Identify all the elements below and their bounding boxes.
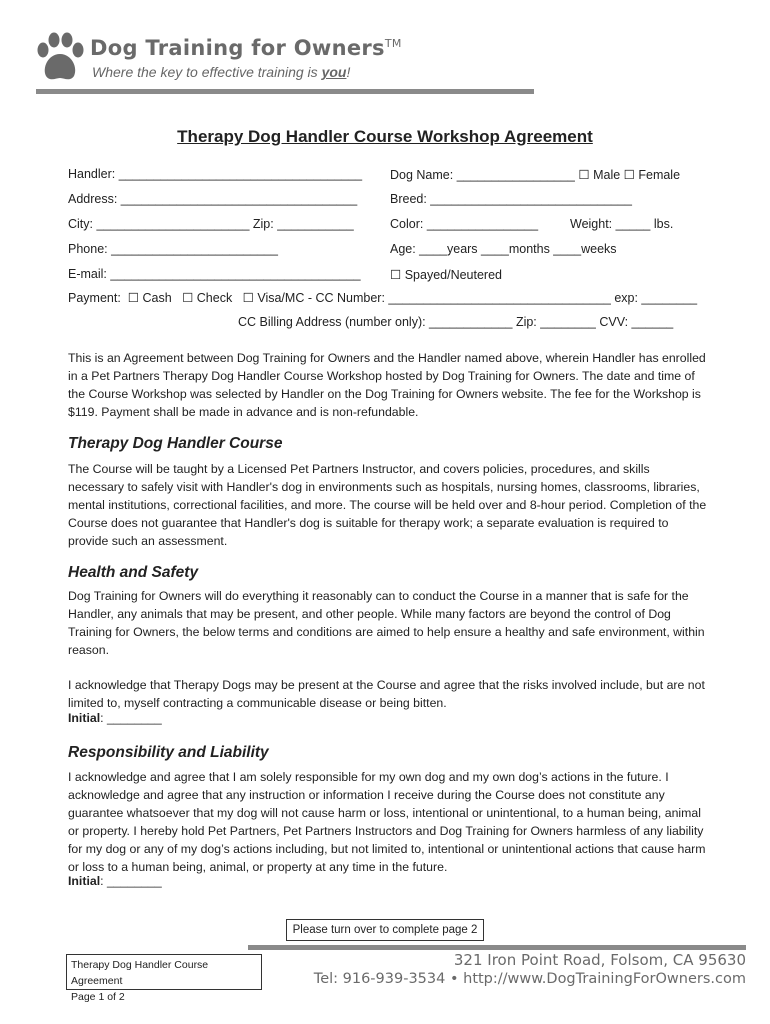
cc-number-field[interactable]: Visa/MC - CC Number: ________________________________ exp: ________ [257, 291, 698, 305]
age-field[interactable]: Age: ____years ____months ____weeks [390, 242, 617, 256]
billing-address-field[interactable]: CC Billing Address (number only): ____________ Zip: ________ CVV: ______ [238, 315, 674, 329]
section-heading: Health and Safety [68, 564, 199, 581]
email-field[interactable]: E-mail: ____________________________________ [68, 267, 361, 281]
checkbox-icon[interactable]: ☐ [623, 168, 635, 182]
handler-field[interactable]: Handler: ___________________________________ [68, 167, 363, 181]
initial-field[interactable]: Initial: ________ [68, 874, 162, 888]
address-field[interactable]: Address: __________________________________ [68, 192, 358, 206]
section-heading: Responsibility and Liability [68, 744, 269, 761]
footer-divider [248, 945, 746, 950]
checkbox-icon[interactable]: ☐ [578, 168, 590, 182]
trademark-mark: TM [384, 37, 402, 50]
checkbox-icon[interactable]: ☐ [127, 291, 139, 305]
payment-row: Payment: ☐ Cash ☐ Check ☐ Visa/MC - CC Number: ________________________________ exp: ________ [68, 291, 698, 305]
checkbox-icon[interactable]: ☐ [390, 268, 402, 282]
intro-paragraph: This is an Agreement between Dog Training for Owners and the Handler named above, wherein Handler has enrolled in a Pet Partners Therapy Dog Handler Course Workshop hosted by Dog Training for Owners. The date and time of the Course Workshop was selected by Handler on the Dog Training for Owners website. The fee for the Workshop is $119. Payment shall be made in advance and is non-refundable. [68, 351, 706, 419]
section-body: Dog Training for Owners will do everything it reasonably can to conduct the Course in a manner that is safe for the Handler, any animals that may be present, and other people. While many factors are beyond the control of Dog Training for Owners, the below terms and conditions are aimed to help ensure a healthy and safe environment, within reason. [68, 589, 705, 657]
page-number: Page 1 of 2 [71, 991, 125, 1003]
section-heading: Therapy Dog Handler Course [68, 435, 283, 452]
section-body: The Course will be taught by a Licensed Pet Partners Instructor, and covers policies, procedures, and skills necessary to safely visit with Handler's dog in environments such as hospitals, nursing homes, classrooms, libraries, mental institutions, correctional facilities, and more. The course will be held over and 8-hour period. Completion of the Course does not guarantee that Handler's dog is suitable for therapy work; a separate evaluation is required to provide such an assessment. [68, 462, 707, 548]
header-divider [36, 89, 534, 94]
phone-field[interactable]: Phone: ________________________ [68, 242, 278, 256]
tagline: Where the key to effective training is you! [92, 64, 351, 80]
turn-over-notice: Please turn over to complete page 2 [286, 919, 484, 941]
section-body: I acknowledge that Therapy Dogs may be present at the Course and agree that the risks involved include, but are not limited to, myself contracting a communicable disease or being bitten. [68, 678, 705, 710]
section-body: I acknowledge and agree that I am solely responsible for my own dog and my own dog’s actions in the future. I acknowledge and agree that any instruction or information I receive during the Course does not constitute any guarantee whatsoever that my dog will not cause harm or loss, intentional or unintentional, to a human being, animal or property. I hereby hold Pet Partners, Pet Partners Instructors and Dog Training for Owners harmless of any liability for my dog or any of my dog’s actions including, but not limited to, intentional or unintentional actions that cause harm or loss to a human being, animal, or property at any time in the future. [68, 770, 706, 874]
document-name: Therapy Dog Handler Course Agreement [71, 959, 209, 987]
business-contact[interactable]: Tel: 916-939-3534 • http://www.DogTrainingForOwners.com [313, 971, 746, 987]
document-title: Therapy Dog Handler Course Workshop Agreement [177, 127, 593, 146]
breed-field[interactable]: Breed: _____________________________ [390, 192, 632, 206]
initial-field[interactable]: Initial: ________ [68, 711, 162, 725]
checkbox-icon[interactable]: ☐ [242, 291, 254, 305]
business-address: 321 Iron Point Road, Folsom, CA 95630 [453, 951, 746, 969]
page-info-box [66, 954, 262, 1003]
city-zip-field[interactable]: City: ______________________ Zip: ___________ [68, 217, 354, 231]
spayed-neutered-checkbox[interactable]: ☐ Spayed/Neutered [390, 268, 502, 282]
weight-field[interactable]: Weight: _____ lbs. [570, 217, 674, 231]
checkbox-icon[interactable]: ☐ [182, 291, 194, 305]
dog-name-field[interactable]: Dog Name: _________________ ☐ Male ☐ Female [390, 168, 681, 182]
paw-logo-icon [34, 32, 86, 84]
color-field[interactable]: Color: ________________ [390, 217, 539, 231]
brand-name: Dog Training for Owners™ [90, 36, 402, 60]
